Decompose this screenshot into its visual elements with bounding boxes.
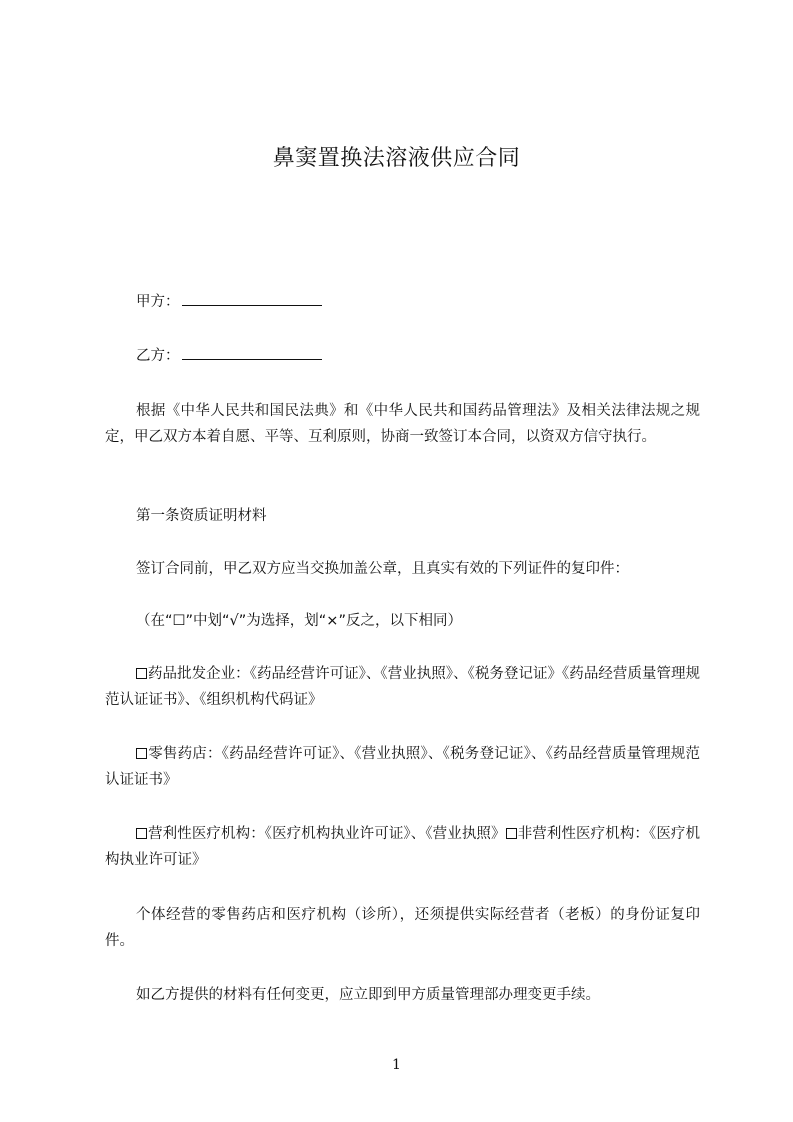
page-number: 1 — [392, 1057, 401, 1073]
retail-checkbox[interactable] — [136, 748, 147, 759]
article1-paragraph: 签订合同前，甲乙双方应当交换加盖公章，且真实有效的下列证件的复印件： — [136, 561, 629, 577]
nonprofit-medical-checkbox[interactable] — [506, 828, 517, 839]
party-b-label: 乙方： — [136, 348, 180, 364]
option-medical — [105, 821, 700, 873]
option-nonprofit-medical-text: 非营利性医疗机构：《医疗机构执业许可证》 — [105, 826, 701, 868]
wholesale-checkbox[interactable] — [136, 668, 147, 679]
article1-note: （在“☐”中划“√”为选择，划“×”反之，以下相同） — [136, 613, 462, 629]
party-a-label: 甲方： — [136, 294, 180, 310]
change-note: 如乙方提供的材料有任何变更，应立即到甲方质量管理部办理变更手续。 — [136, 987, 600, 1003]
intro-paragraph: 根据《中华人民共和国民法典》和《中华人民共和国药品管理法》及相关法律法规之规定，甲乙双方本着自愿、平等、互利原则，协商一致签订本合同，以资双方信守执行。 — [105, 403, 700, 445]
profit-medical-checkbox[interactable] — [136, 828, 147, 839]
document-title: 鼻窦置换法溶液供应合同 — [272, 146, 521, 171]
party-a-blank — [182, 291, 322, 306]
party-b-line — [136, 345, 322, 366]
option-wholesale — [105, 661, 700, 713]
article1-title: 第一条资质证明材料 — [136, 508, 267, 524]
option-retail — [105, 741, 700, 793]
party-a-line — [136, 291, 322, 312]
individual-note: 个体经营的零售药店和医疗机构（诊所），还须提供实际经营者（老板）的身份证复印件。 — [105, 907, 700, 949]
option-retail-text: 零售药店：《药品经营许可证》、《营业执照》、《税务登记证》、《药品经营质量管理规范认证证书》 — [105, 746, 700, 788]
option-wholesale-text: 药品批发企业：《药品经营许可证》、《营业执照》、《税务登记证》《药品经营质量管理规范认证证书》、《组织机构代码证》 — [105, 666, 700, 708]
party-b-blank — [182, 345, 322, 360]
option-profit-medical-text: 营利性医疗机构：《医疗机构执业许可证》、《营业执照》 — [148, 826, 506, 842]
